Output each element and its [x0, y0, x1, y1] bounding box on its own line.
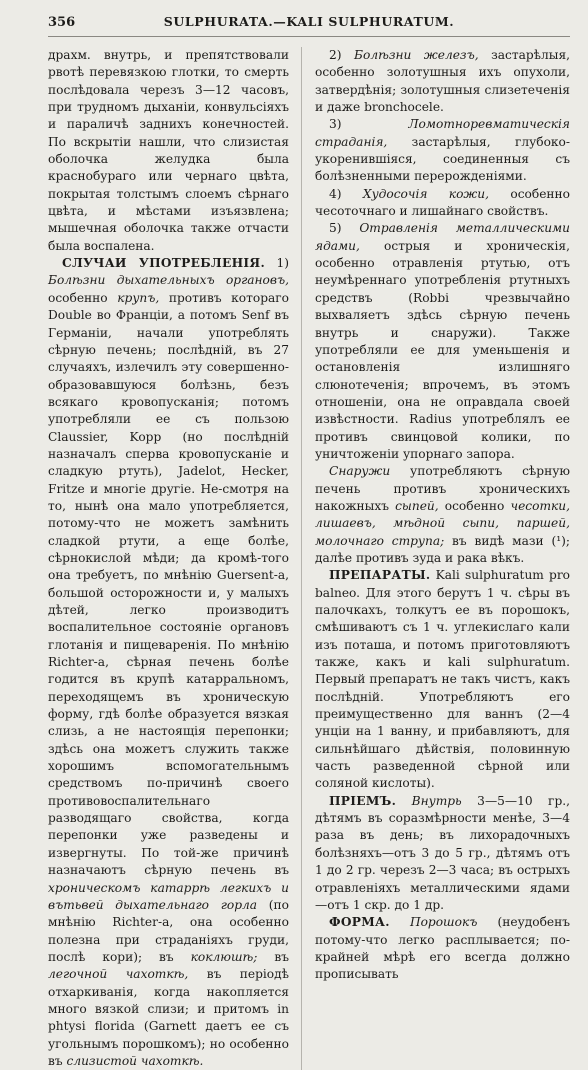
- paragraph-skin: [315, 186, 570, 221]
- text-run: застарѣлыя, особенно золотушныя ихъ опухоли, затвердѣнія; золотушныя слизетеченія и даже bronchocele.: [315, 48, 571, 115]
- text-run: 5): [329, 221, 360, 236]
- paragraph-preparations: [315, 567, 570, 792]
- text-run: Kali sulphuratum pro balneo. Для этого берутъ 1 ч. сѣры въ палочкахъ, толкутъ ее въ порошокъ, смѣшиваютъ съ 1 ч. углекислаго кали изъ поташа, и потомъ приготовляютъ также, какъ и kali sulphuratum. Первый препаратъ не такъ чистъ, какъ послѣдній. Употребляютъ его преимущественно для ваннъ (2—4 унціи на 1 ванну, и прибавляютъ, для сильнѣйшаго дѣйствія, половинную часть разведенной сѣрной или соляной кислоты).: [315, 568, 570, 791]
- italic-term: сыпей,: [395, 498, 439, 513]
- italic-term: слизистой чахоткѣ.: [66, 1053, 204, 1068]
- paragraph-rheumatic: [315, 116, 570, 185]
- right-column: [302, 47, 570, 1070]
- paragraph-toxic-effects: драхм. внутрь, и препятствовали рвотѣ перевязкою глотки, то смерть послѣдовала черезъ 3—12 часовъ, при трудномъ дыханіи, конвульсіяхъ и параличѣ заднихъ конечностей. По вскрытіи нашли, что слизистая оболочка желудка была краснобураго или чернаго цвѣта, покрытая толстымъ слоемъ сѣрнаго цвѣта, и мѣстами изъязвлена; мышечная оболочка также отчасти была воспалена.: [48, 48, 289, 253]
- text-run: 1): [265, 256, 290, 271]
- text-run: особенно: [48, 290, 118, 305]
- section-heading-preparations: ПРЕПАРАТЫ.: [329, 568, 431, 583]
- paragraph-form: [315, 914, 570, 983]
- paragraph-glands: [315, 47, 570, 116]
- text-run: 3): [329, 117, 409, 132]
- italic-term: коклюшѣ;: [190, 949, 258, 964]
- italic-term: хроническомъ катаррѣ легкихъ и вътьвей дыхательнаго горла: [48, 880, 289, 912]
- text-run: употребляютъ сѣрную печень противъ хроническихъ накожныхъ: [315, 464, 570, 513]
- italic-term: Болѣзни железъ,: [354, 48, 479, 62]
- text-run: особенно чесоточнаго и лишайнаго свойствъ.: [315, 186, 570, 219]
- section-heading-form: ФОРМА.: [329, 915, 390, 930]
- text-run: 3—5—10 гр., дѣтямъ въ соразмѣрности менѣе, 3—4 раза въ день; въ лихорадочныхъ болѣзняхъ—отъ 3 до 5 гр., дѣтямъ отъ 1 до 2 гр. черезъ 2—3 часа; въ острыхъ отравленіяхъ металлическими ядами—отъ 1 скр. до 1 др.: [315, 793, 570, 912]
- text-run: (неудобенъ потому-что легко расплывается; по-крайней мѣрѣ его всегда должно прописывать: [315, 915, 571, 982]
- paragraph-external-use: [315, 463, 570, 567]
- paragraph-poisoning: [315, 220, 570, 463]
- text-run: въ: [257, 949, 289, 964]
- italic-term: крупъ,: [117, 290, 160, 305]
- italic-term: чесотки, лишаевъ, мѣдной сыпи, паршей, молочнаго струпа;: [315, 498, 570, 548]
- text-columns: [48, 47, 570, 1070]
- text-run: въ видѣ мази (¹); далѣе противъ зуда и рака вѣкъ.: [315, 533, 570, 565]
- paragraph-uses: [48, 255, 289, 1070]
- text-run: (по мнѣнію Richter-а, она особенно полезна при страданіяхъ груди, послѣ кори); въ: [48, 897, 289, 964]
- italic-term: Ломотноревматическія страданія,: [315, 117, 570, 149]
- italic-term: Порошокъ: [409, 915, 478, 930]
- text-run: 4): [329, 186, 363, 201]
- italic-term: Отравленія металлическими ядами,: [315, 221, 570, 253]
- paragraph-dosage: [315, 793, 570, 914]
- running-head: SULPHURATA.—KALI SULPHURATUM.: [163, 14, 455, 29]
- text-run: 2): [329, 48, 355, 62]
- italic-term: Болѣзни дыхательныхъ органовъ,: [48, 273, 289, 288]
- page-number: 356: [48, 15, 76, 30]
- text-run: особенно: [438, 498, 511, 513]
- italic-term: Внутрь: [411, 793, 462, 808]
- page-header: [48, 14, 570, 37]
- section-heading-uses: СЛУЧАИ УПОТРЕБЛЕНІЯ.: [62, 256, 266, 271]
- italic-term: Худосочія кожи,: [362, 186, 489, 201]
- left-column: [48, 47, 302, 1070]
- italic-term: Снаружи: [329, 464, 391, 479]
- text-run: противъ котораго Double во Франціи, а потомъ Senf въ Германіи, начали употреблять сѣрную печень; послѣдній, въ 27 случаяхъ, излечилъ эту совершенно-образовавшуюся болѣзнь, безъ всякаго кровопусканія; потомъ употребляли ее съ пользою Claussier, Kopp (но послѣдній назначалъ сперва кровопусканіе и сладкую ртуть), Jadelot, Hecker, Fritze и многіе другіе. Не-смотря на то, нынѣ она мало употребляется, потому-что не можетъ замѣнить сладкой ртути, а еще болѣе, сѣрнокислой мѣди; да кромѣ-того она требуетъ, по мнѣнію Guersent-а, большой осторожности и, у малыхъ дѣтей, легко производитъ воспалительное состояніе органовъ глотанія и пищеваренія. По мнѣнію Richter-а, сѣрная печень болѣе годится въ крупѣ катарральномъ, переходящемъ въ хроническую форму, гдѣ болѣе образуется вязкая слизь, а не настоящія перепонки; здѣсь она можетъ служить также хорошимъ вспомогательнымъ средствомъ по-причинѣ своего противовоспалительнаго разводящаго свойства, когда перепонки уже разведены и извергнуты. По той-же причинѣ назначаютъ сѣрную печень въ: [48, 290, 289, 878]
- section-heading-dosage: ПРІЕМЪ.: [329, 793, 397, 808]
- text-run: застарѣлыя, глубоко-укоренившіяся, соединенныя съ болѣзненными перерожденіями.: [315, 134, 570, 184]
- italic-term: легочной чахоткѣ,: [48, 967, 189, 982]
- text-run: въ періодѣ отхаркиванія, когда накопляется много вязкой слизи; и притомъ in phtysi florida (Garnett даетъ ее съ угольнымъ порошкомъ); но особенно въ: [48, 967, 289, 1068]
- text-run: острыя и хроническія, особенно отравленія ртутью, отъ неумѣреннаго употребленія ртутныхъ средствъ (Robbi чрезвычайно выхваляетъ здѣсь сѣрную печень внутрь и снаружи). Также употребляли ее для уменьшенія и остановленія излишняго слюнотеченія; впрочемъ, въ этомъ отношеніи, она не оправдала своей извѣстности. Radius употреблялъ ее противъ свинцовой колики, по уничтоженіи упорнаго запора.: [315, 238, 570, 461]
